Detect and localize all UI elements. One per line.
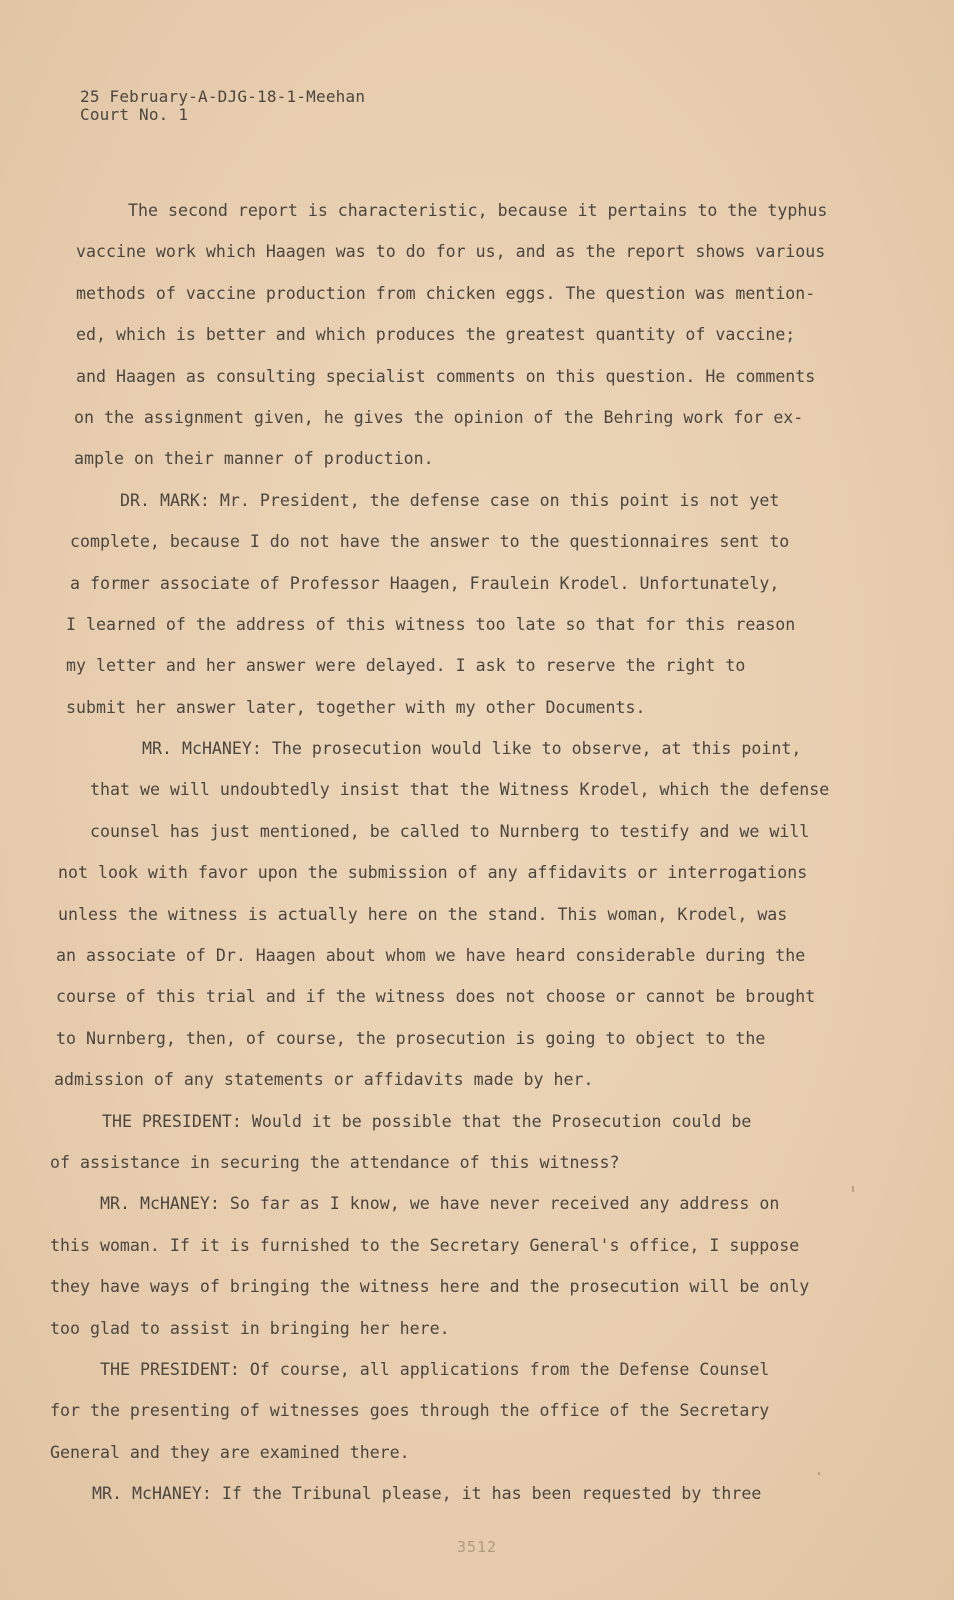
transcript-line: course of this trial and if the witness does not choose or cannot be brought [56, 987, 816, 1007]
transcript-line: for the presenting of witnesses goes through the office of the Secretary [50, 1401, 770, 1421]
transcript-line: counsel has just mentioned, be called to Nurnberg to testify and we will [90, 821, 810, 841]
transcript-line: MR. McHANEY: If the Tribunal please, it has been requested by three [92, 1484, 762, 1504]
transcript-line: they have ways of bringing the witness here and the prosecution will be only [50, 1277, 810, 1297]
transcript-line: ed, which is better and which produces the greatest quantity of vaccine; [76, 325, 796, 345]
transcript-line: an associate of Dr. Haagen about whom we have heard considerable during the [56, 946, 806, 966]
header-reference: 25 February-A-DJG-18-1-Meehan [80, 87, 366, 106]
transcript-line: vaccine work which Haagen was to do for us, and as the report shows various [76, 242, 826, 262]
transcript-line: I learned of the address of this witness too late so that for this reason [66, 614, 796, 634]
transcript-line: this woman. If it is furnished to the Secretary General's office, I suppose [50, 1235, 800, 1255]
page-number: 3512 [456, 1538, 498, 1556]
transcript-line: THE PRESIDENT: Would it be possible that the Prosecution could be [102, 1111, 752, 1131]
transcript-line: THE PRESIDENT: Of course, all applications from the Defense Counsel [100, 1359, 770, 1379]
transcript-line: DR. MARK: Mr. President, the defense case on this point is not yet [120, 490, 780, 510]
transcript-line: MR. McHANEY: So far as I know, we have never received any address on [100, 1194, 780, 1214]
transcript-body [50, 190, 850, 1515]
transcript-line: of assistance in securing the attendance of this witness? [50, 1152, 620, 1172]
transcript-line: ample on their manner of production. [74, 449, 434, 469]
transcript-line: submit her answer later, together with my other Documents. [66, 697, 646, 717]
transcript-line: MR. McHANEY: The prosecution would like to observe, at this point, [142, 739, 802, 759]
transcript-line: methods of vaccine production from chicken eggs. The question was mention- [76, 283, 816, 303]
paper-speck [852, 1186, 854, 1192]
transcript-line: on the assignment given, he gives the opinion of the Behring work for ex- [74, 407, 804, 427]
transcript-line: complete, because I do not have the answer to the questionnaires sent to [70, 532, 790, 552]
paper-speck [818, 1472, 820, 1475]
transcript-line: admission of any statements or affidavits made by her. [54, 1070, 594, 1090]
transcript-line: not look with favor upon the submission of any affidavits or interrogations [58, 863, 808, 883]
transcript-line: to Nurnberg, then, of course, the prosecution is going to object to the [56, 1028, 766, 1048]
transcript-line: unless the witness is actually here on the stand. This woman, Krodel, was [58, 904, 788, 924]
transcript-line: too glad to assist in bringing her here. [50, 1318, 450, 1338]
transcript-line: a former associate of Professor Haagen, Fraulein Krodel. Unfortunately, [70, 573, 780, 593]
transcript-line: that we will undoubtedly insist that the Witness Krodel, which the defense [90, 780, 830, 800]
document-header [80, 88, 365, 124]
transcript-line: and Haagen as consulting specialist comments on this question. He comments [76, 366, 816, 386]
transcript-line: my letter and her answer were delayed. I ask to reserve the right to [66, 656, 746, 676]
header-court: Court No. 1 [80, 105, 189, 124]
transcript-line: General and they are examined there. [50, 1442, 410, 1462]
transcript-line: The second report is characteristic, because it pertains to the typhus [128, 201, 828, 220]
